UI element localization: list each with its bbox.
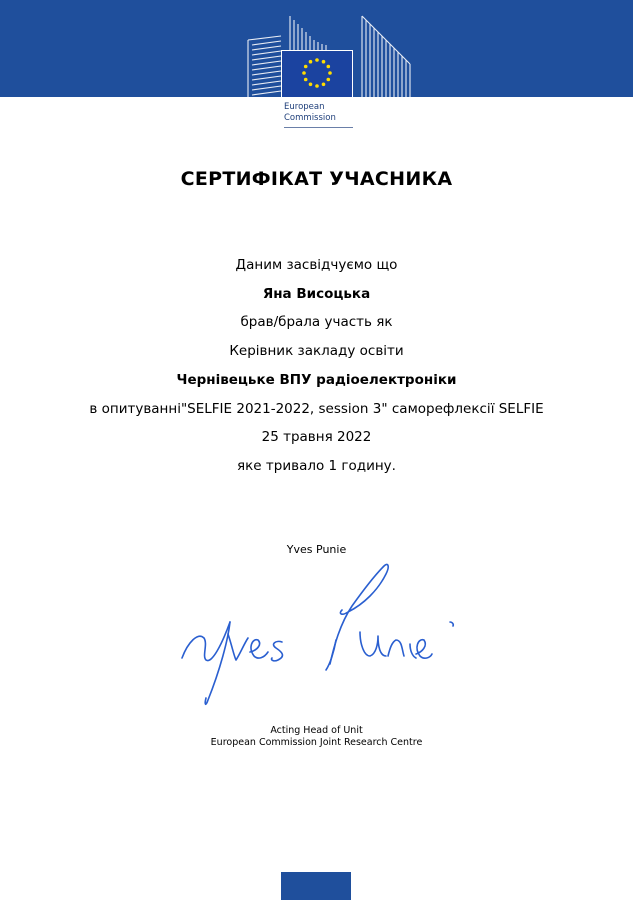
signatory-title-line2: European Commission Joint Research Centre: [210, 737, 423, 748]
survey-date: 25 травня 2022: [261, 429, 372, 445]
wordmark-line1: European: [284, 102, 325, 112]
wordmark-underline: [284, 127, 353, 128]
participation-text: брав/брала участь як: [240, 314, 393, 330]
signatory-title-line1: Acting Head of Unit: [270, 725, 363, 736]
survey-duration: яке тривало 1 годину.: [237, 458, 396, 474]
certificate-title: СЕРТИФІКАТ УЧАСНИКА: [180, 168, 453, 190]
footer-bar: [281, 872, 351, 900]
institution-name: Чернівецьке ВПУ радіоелектроніки: [176, 372, 457, 388]
participant-role: Керівник закладу освіти: [229, 343, 404, 359]
intro-text: Даним засвідчуємо що: [235, 257, 398, 273]
signatory-title: [0, 725, 633, 749]
signatory-name: Yves Punie: [286, 543, 347, 556]
eu-stars-icon: [282, 51, 352, 97]
eu-flag: [281, 50, 353, 98]
participant-name: Яна Висоцька: [262, 286, 371, 302]
wordmark-line2: Commission: [284, 113, 336, 123]
commission-wordmark: [284, 102, 374, 124]
survey-text: в опитуванні"SELFIE 2021-2022, session 3" саморефлексії SELFIE: [89, 401, 544, 417]
handwritten-signature: [170, 560, 470, 715]
